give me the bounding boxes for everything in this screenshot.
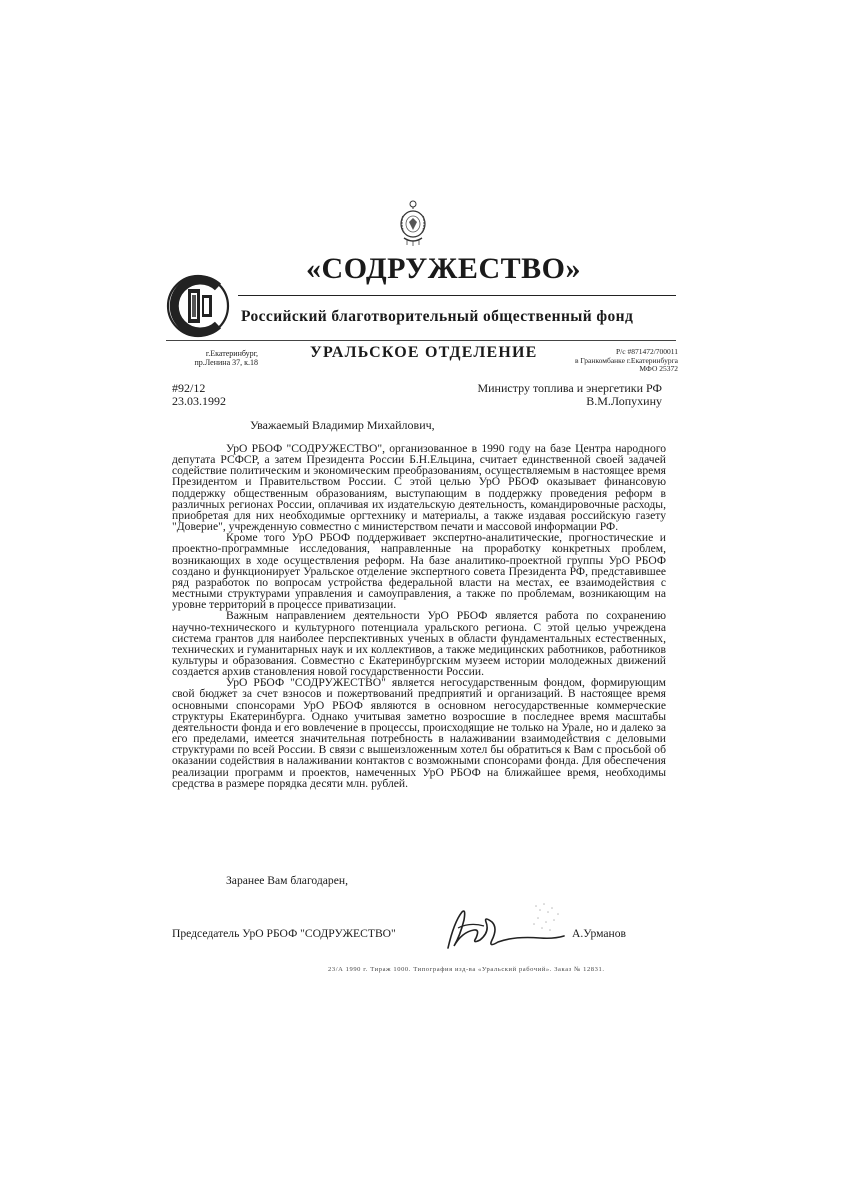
header-rule-thin <box>166 340 676 341</box>
body-paragraph: Важным направлением деятельности УрО РБОФ является работа по сохранению научно-технического и культурного потенциала уральского региона. С этой целью учреждена система грантов для наиболее перспективных ученых в области фундаментальных естественных, технических и гуманитарных наук и их коллективов, а также медицинских работников, работников культуры и образования. Совместно с Екатеринбургским музеем истории молодежных движений создается архив становления новой государственности России. <box>172 609 666 679</box>
recipient-title: Министру топлива и энергетики РФ <box>477 381 662 395</box>
signer-name: А.Урманов <box>572 927 626 940</box>
header-rule <box>238 295 676 296</box>
salutation: Уважаемый Владимир Михайлович, <box>250 418 435 432</box>
body-paragraph: УрО РБОФ "СОДРУЖЕСТВО", организованное в 1990 году на базе Центра народного депутата РСФСР, а затем Президента России Б.Н.Ельцина, считает единственной своей задачей содействие политическим и экономическим преобразованиям, осуществляемым в настоящее время Президентом и Правительством России. С этой целью УрО РБОФ оказывает финансовую поддержку общественным образованиям, выступающим в поддержку проведения реформ в различных регионах России, оплачивая их издательскую деятельность, командировочные расходы, приобретая для них необходимые оргтехнику и материалы, а также издавая российскую газету "Доверие", учрежденную совместно с министерством печати и массовой информации РФ. <box>172 442 666 534</box>
body-paragraph: УрО РБОФ "СОДРУЖЕСТВО" является негосударственным фондом, формирующим свой бюджет за счет взносов и пожертвований предприятий и организаций. В настоящее время основными спонсорами УрО РБОФ являются в основном негосударственные коммерческие структуры Екатеринбурга. Однако учитывая заметно возросшие в последнее время масштабы деятельности фонда и его вовлечение в процессы, происходящие не только на Урале, но и далеко за его пределами, имеется значительная потребность в налаживании взаимодействия с деловыми структурами по всей России. В связи с вышеизложенным хотел бы обратиться к Вам с просьбой об оказании содействия в налаживании контактов с возможными спонсорами фонда. Для обеспечения реализации программ и проектов, намеченных УрО РБОФ на ближайшее время, необходимы средства в размере порядка десяти млн. рублей. <box>172 676 666 790</box>
recipient-block <box>430 382 662 408</box>
letter-date: 23.03.1992 <box>172 394 226 408</box>
state-emblem-icon <box>398 200 428 246</box>
letter-body <box>172 443 666 789</box>
bank-line: Р/с #871472/700011 <box>615 347 678 356</box>
handwritten-signature-icon <box>440 892 568 958</box>
bank-details <box>528 348 678 374</box>
bank-line: МФО 25372 <box>639 364 678 373</box>
signer-title: Председатель УрО РБОФ "СОДРУЖЕСТВО" <box>172 927 396 940</box>
recipient-name: В.М.Лопухину <box>586 394 662 408</box>
foundation-subtitle: Российский благотворительный общественный фонд <box>241 308 634 325</box>
branch-name: УРАЛЬСКОЕ ОТДЕЛЕНИЕ <box>310 344 538 361</box>
address-line: пр.Ленина 37, к.18 <box>194 358 258 367</box>
address-line: г.Екатеринбург, <box>205 349 258 358</box>
bank-line: в Гранкомбанке г.Екатеринбурга <box>575 355 678 365</box>
printing-info: 23/А 1990 г. Тираж 1000. Типография изд-ва «Уральский рабочий». Заказ № 12831. <box>328 966 605 973</box>
body-paragraph: Кроме того УрО РБОФ поддерживает экспертно-аналитические, прогностические и проектно-программные исследования, направленные на проработку конкретных проблем, возникающих в ходе осуществления реформ. На базе аналитико-проектной группы УрО РБОФ создано и функционирует Уральское отделение экспертного совета Президента РФ, представившее ряд разработок по вопросам устройства федеральной власти на местах, ее взаимодействия с местными структурами управления и самоуправления, а также по проблемам, возникающим на уровне территорий в процессе приватизации. <box>172 531 666 612</box>
letter-reference <box>172 382 226 408</box>
branch-address <box>170 349 258 367</box>
foundation-title: «СОДРУЖЕСТВО» <box>306 252 581 285</box>
closing: Заранее Вам благодарен, <box>226 874 348 887</box>
reference-number: #92/12 <box>172 381 206 395</box>
